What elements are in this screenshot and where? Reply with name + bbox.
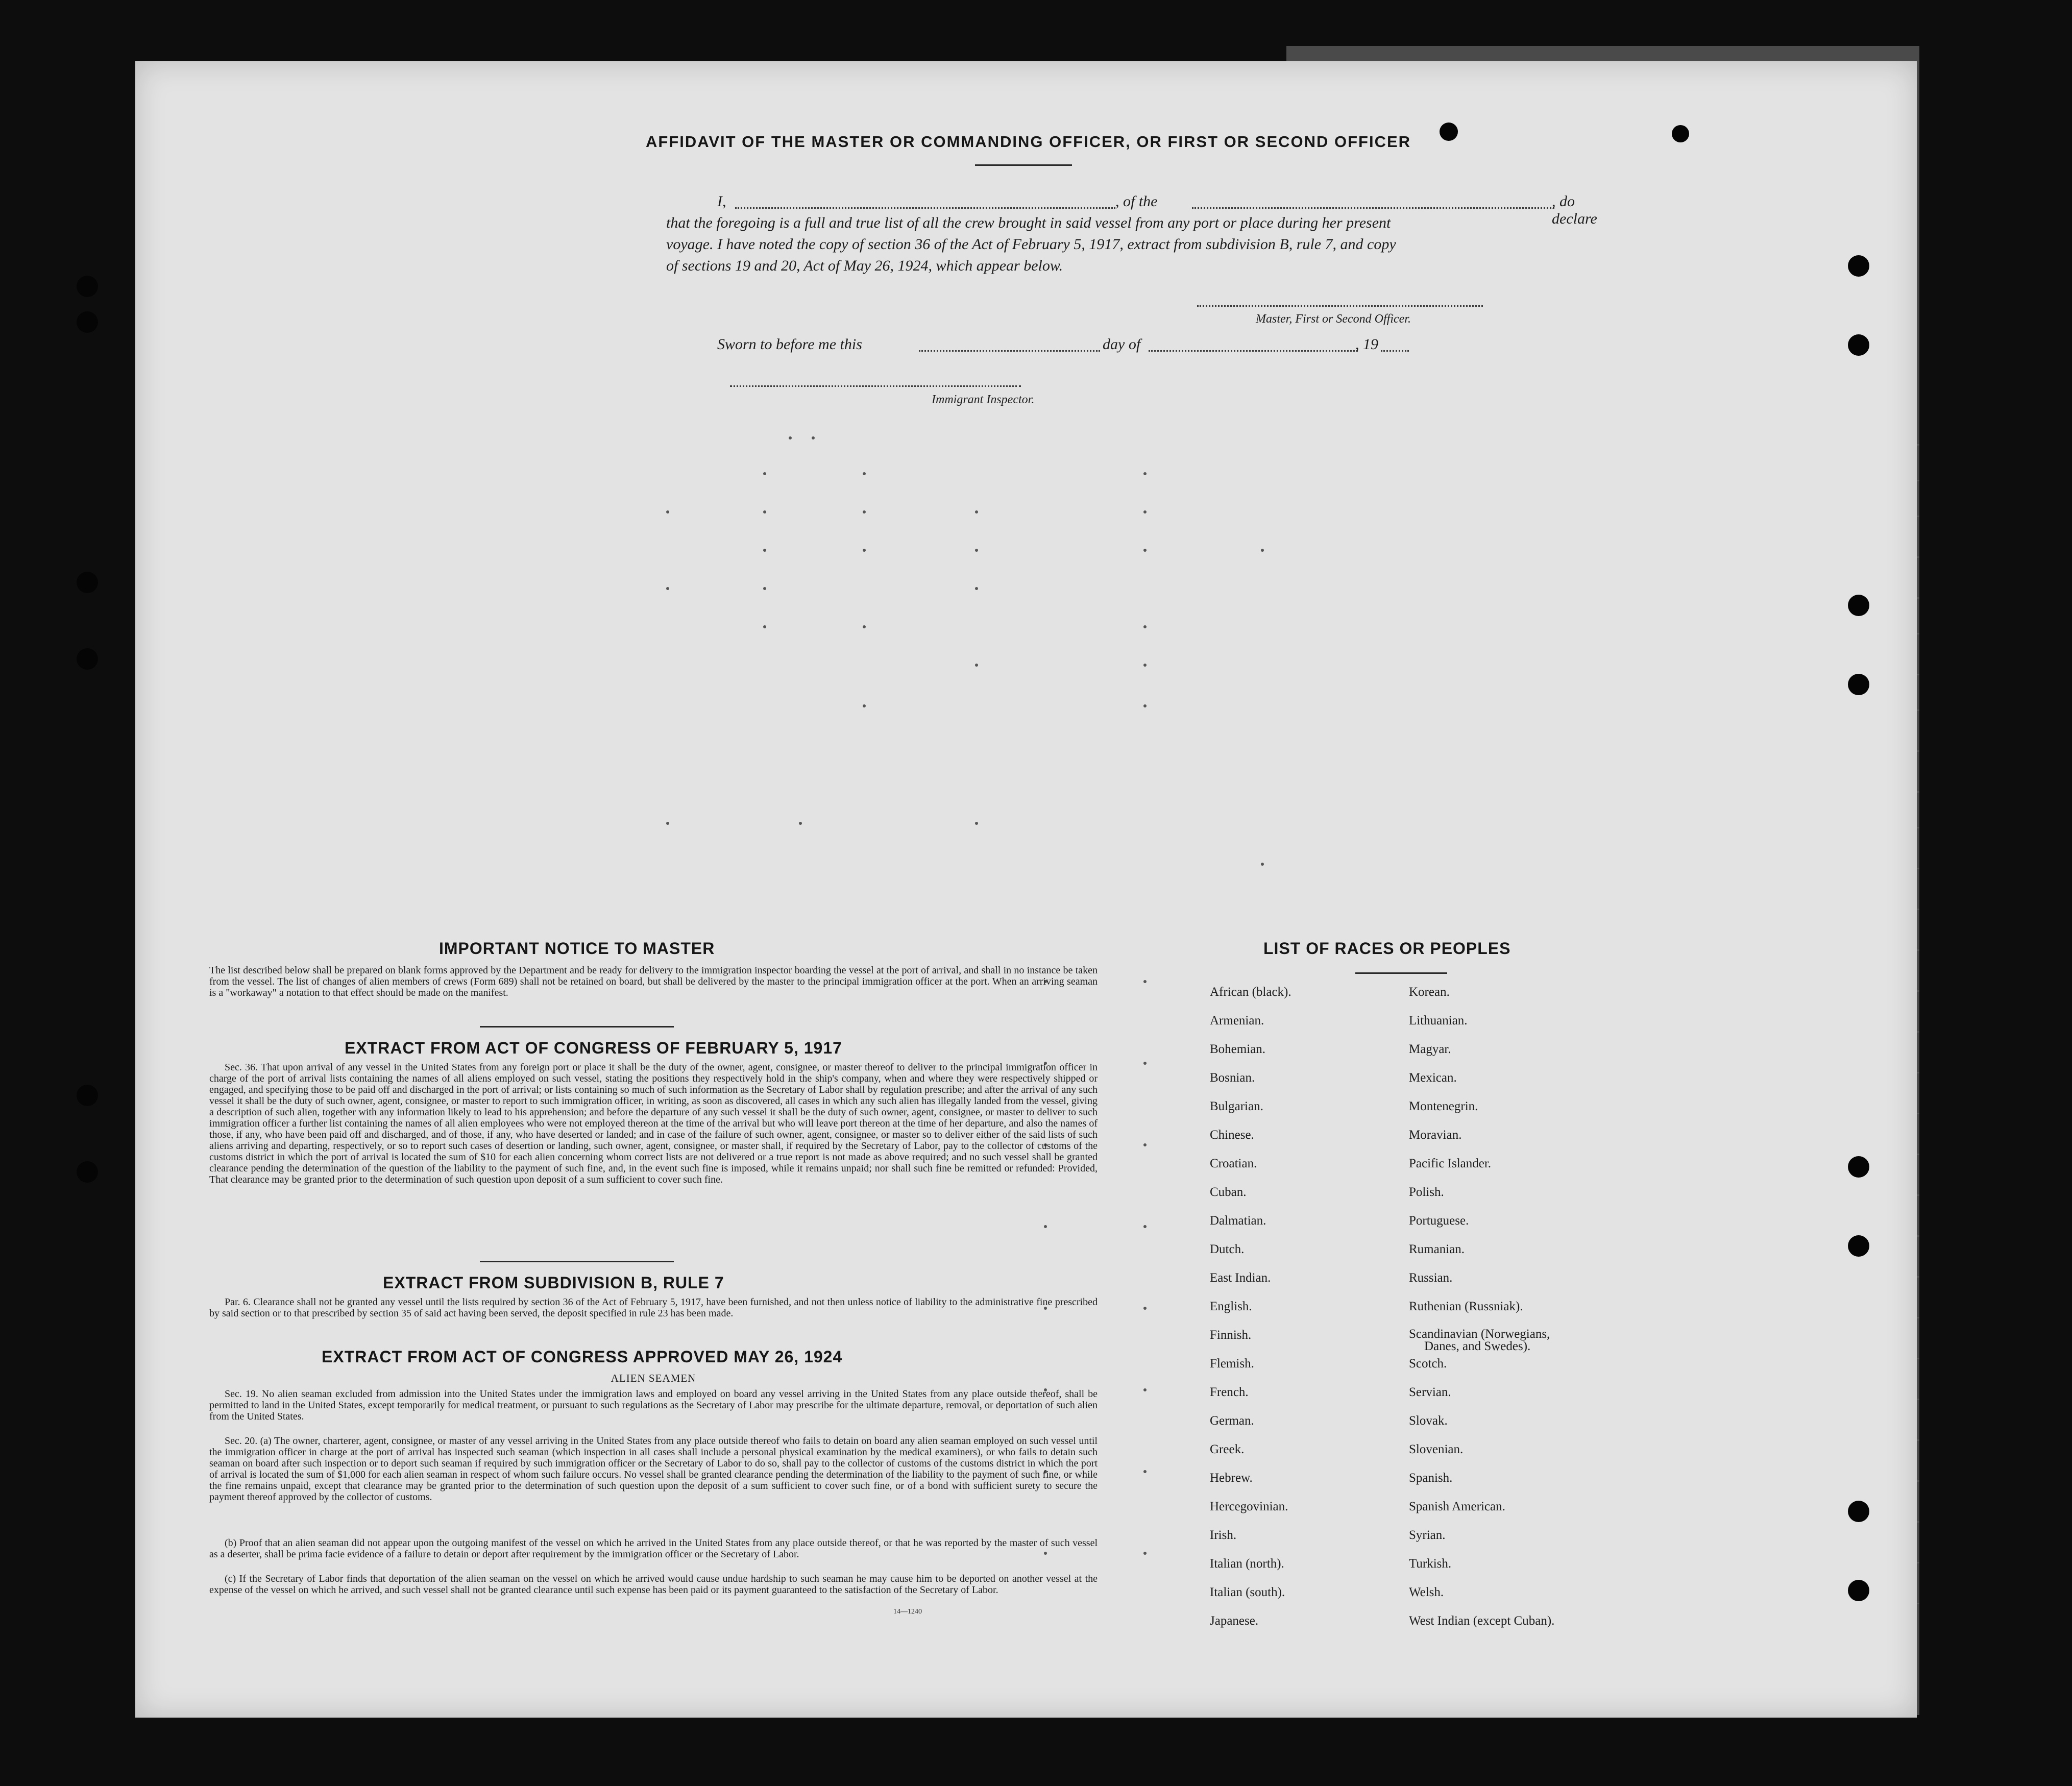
race-item-scandinavian: Scandinavian (Norwegians, [1409, 1327, 1550, 1341]
bleed-dot [863, 625, 866, 628]
race-item: Irish. [1210, 1528, 1237, 1542]
race-item: Moravian. [1409, 1128, 1462, 1142]
race-item: Turkish. [1409, 1557, 1452, 1571]
punch-hole [1848, 595, 1869, 616]
race-item: Rumanian. [1409, 1242, 1465, 1256]
bleed-dot [1143, 1552, 1147, 1555]
race-item: Cuban. [1210, 1185, 1247, 1199]
races-column-1 [1210, 985, 1291, 1643]
race-item: Slovak. [1409, 1414, 1448, 1428]
punch-hole [1848, 674, 1869, 695]
sworn-day-blank[interactable] [919, 350, 1100, 352]
affidavit-line2: that the foregoing is a full and true list of all the crew brought in said vessel from any port or place during her present [666, 214, 1391, 231]
race-item: Russian. [1409, 1271, 1453, 1285]
bleed-dot [1143, 1062, 1147, 1065]
bleed-dot [763, 472, 766, 475]
sec20b-text: (b) Proof that an alien seaman did not appear upon the outgoing manifest of the vessel on which he arrived in the United States from any place outside thereof, or that he was reported by the master of such vessel as a deserter, shall be prima facie evidence of a failure to detain or deport after requirement by the immigration officer or the Secretary of Labor. [209, 1537, 1098, 1560]
bleed-dot [863, 472, 866, 475]
punch-hole [77, 1085, 98, 1106]
race-item-scandinavian-cont: Danes, and Swedes). [1424, 1339, 1531, 1353]
race-item: Chinese. [1210, 1128, 1254, 1142]
bleed-dot [863, 510, 866, 513]
race-item: Finnish. [1210, 1328, 1252, 1342]
bleed-dot [666, 510, 669, 513]
inspector-signature-line[interactable] [730, 385, 1021, 387]
race-item: Polish. [1409, 1185, 1444, 1199]
bleed-dot [1143, 1470, 1147, 1473]
sec19-text: Sec. 19. No alien seaman excluded from admission into the United States under the immigration laws and employed on board any vessel arriving in the United States from any place outside thereof, shall be permitted to land in the United States, except temporarily for medical treatment, or pursuant to such regulations as the Secretary of Labor may prescribe for the ultimate departure, removal, or deportation of such alien from the United States. [209, 1388, 1098, 1422]
race-item: Bulgarian. [1210, 1099, 1263, 1113]
bleed-dot [1143, 980, 1147, 983]
race-item: Flemish. [1210, 1357, 1254, 1371]
bleed-dot [763, 625, 766, 628]
punch-hole [77, 572, 98, 593]
race-item: Hercegovinian. [1210, 1500, 1288, 1513]
document-page [135, 61, 1917, 1718]
sworn-text: Sworn to before me this [717, 336, 862, 353]
title-rule [975, 164, 1072, 166]
section-rule [480, 1026, 674, 1027]
vessel-blank[interactable] [1192, 207, 1554, 209]
affidavit-line4: of sections 19 and 20, Act of May 26, 1924, which appear below. [666, 257, 1063, 274]
bleed-dot [1143, 704, 1147, 707]
bleed-dot [1143, 472, 1147, 475]
bleed-dot [975, 510, 978, 513]
extract-1917-title: EXTRACT FROM ACT OF CONGRESS OF FEBRUARY 5, 1917 [345, 1039, 842, 1057]
name-blank[interactable] [735, 207, 1115, 209]
punch-hole [1848, 1156, 1869, 1178]
races-rule [1355, 972, 1447, 974]
form-number: 14—1240 [893, 1608, 922, 1616]
race-item: Portuguese. [1409, 1214, 1469, 1228]
race-item: French. [1210, 1385, 1249, 1399]
races-title: LIST OF RACES OR PEOPLES [1263, 939, 1511, 958]
notice-text: The list described below shall be prepared on blank forms approved by the Department and be ready for delivery to the immigration inspector boarding the vessel at the port of arrival, and shall in no instance be taken from the vessel. The list of changes of alien members of crews (Form 689) shall not be retained on board, but shall be delivered by the master to the principal immigration officer at the port. When an arriving seaman is a "workaway" a notation to that effect should be made on the manifest. [209, 965, 1098, 998]
race-item: Spanish. [1409, 1471, 1453, 1485]
punch-hole [1848, 334, 1869, 356]
bleed-dot [666, 822, 669, 825]
notice-title: IMPORTANT NOTICE TO MASTER [439, 939, 715, 958]
bleed-dot [1261, 863, 1264, 866]
sworn-month-blank[interactable] [1149, 350, 1358, 352]
bleed-dot [975, 822, 978, 825]
race-item: Bosnian. [1210, 1071, 1255, 1085]
race-item: Slovenian. [1409, 1442, 1464, 1456]
bleed-dot [1143, 510, 1147, 513]
affidavit-of-the: , of the [1115, 193, 1158, 210]
bleed-dot [975, 587, 978, 590]
rule7-text: Par. 6. Clearance shall not be granted any vessel until the lists required by section 36 of the Act of February 5, 1917, have been furnished, and not then unless notice of liability to the administrative fine prescribed by said section or to that prescribed by section 35 of said act having been served, the deposit specified in rule 23 has been made. [209, 1296, 1098, 1319]
affidavit-title: AFFIDAVIT OF THE MASTER OR COMMANDING OFFICER, OR FIRST OR SECOND OFFICER [646, 133, 1411, 151]
race-item: Lithuanian. [1409, 1014, 1468, 1027]
race-item: Hebrew. [1210, 1471, 1253, 1485]
sworn-line [582, 336, 1399, 356]
bleed-dot [1143, 1307, 1147, 1310]
race-item: African (black). [1210, 985, 1291, 999]
bleed-dot [1143, 1388, 1147, 1391]
race-item: West Indian (except Cuban). [1409, 1614, 1555, 1628]
bleed-dot [666, 587, 669, 590]
bleed-dot [863, 549, 866, 552]
punch-hole [77, 311, 98, 333]
rule7-title: EXTRACT FROM SUBDIVISION B, RULE 7 [383, 1274, 724, 1292]
punch-hole [1848, 255, 1869, 277]
bleed-dot [1143, 1143, 1147, 1146]
bleed-dot [863, 704, 866, 707]
sworn-day-of: day of [1103, 336, 1141, 353]
race-item: Magyar. [1409, 1042, 1451, 1056]
bleed-dot [763, 510, 766, 513]
extract-1917-text: Sec. 36. That upon arrival of any vessel in the United States from any foreign port or place it shall be the duty of the owner, agent, consignee, or master thereof to deliver to the principal immigration officer in charge of the port of arrival lists containing the names of all aliens employed on such vessel, stating the positions they respectively hold in the ship's company, when and where they were respectively shipped or engaged, and specifying those to be paid off and discharged in the port of arrival; or lists containing so much of such information as the Secretary of Labor shall by regulation prescribe; and after the arrival of any such vessel it shall be the duty of such owner, agent, consignee, or master to report to such immigration officer, in writing, as soon as discovered, all cases in which any such alien has illegally landed from the vessel, giving a description of such alien, together with any information likely to lead to his apprehension; and before the departure of any such vessel it shall be the duty of such owner, agent, consignee, or master to deliver to such immigration officer a further list containing the names of all alien employees who were not employed thereon at the time of the arrival but who will leave port thereon at the time of her departure, and also the names of those, if any, who have been paid off and discharged, and of those, if any, who have deserted or landed; and in case of the failure of such owner, agent, consignee, or master so to deliver either of the said lists of such aliens arriving and departing, respectively, or so to report such cases of desertion or landing, such owner, agent, consignee, or master shall, if required by the Secretary of Labor, pay to the collector of customs of the customs district in which the port of arrival is located the sum of $10 for each alien concerning whom correct lists are not delivered or a true report is not made as above required; and no such vessel shall be granted clearance pending the determination of the question of the liability to the payment of such fine, and, in the event such fine is imposed, while it remains unpaid; nor shall such fine be remitted or refunded: Provided, That clearance may be granted prior to the determination of such question upon deposit of a sum sufficient to cover such fine. [209, 1062, 1098, 1185]
race-item: Ruthenian (Russniak). [1409, 1300, 1523, 1313]
bleed-dot [1143, 1225, 1147, 1228]
race-item: Spanish American. [1409, 1500, 1505, 1513]
race-item: Welsh. [1409, 1585, 1444, 1599]
punch-hole [77, 1161, 98, 1183]
race-item: Italian (south). [1210, 1585, 1285, 1599]
extract-1924-title: EXTRACT FROM ACT OF CONGRESS APPROVED MAY 26, 1924 [322, 1348, 843, 1366]
bleed-dot [812, 436, 815, 439]
master-signature-caption: Master, First or Second Officer. [1256, 312, 1411, 326]
race-item: Korean. [1409, 985, 1450, 999]
affidavit-i: I, [717, 193, 726, 210]
race-item: Armenian. [1210, 1014, 1264, 1027]
sworn-year: , 19 [1355, 336, 1378, 353]
race-item: English. [1210, 1300, 1252, 1313]
sec20c-text: (c) If the Secretary of Labor finds that deportation of the alien seaman on the vessel on which he arrived would cause undue hardship to such seaman he may cause him to be deported on another vessel at the expense of the vessel on which he arrived, and such vessel shall not be granted clearance until such expense has been paid or its payment guaranteed to the satisfaction of the Secretary of Labor. [209, 1573, 1098, 1596]
bleed-dot [763, 549, 766, 552]
race-item: Italian (north). [1210, 1557, 1284, 1571]
bleed-dot [799, 822, 802, 825]
bleed-dot [763, 587, 766, 590]
punch-hole [1848, 1580, 1869, 1601]
race-item: Dalmatian. [1210, 1214, 1266, 1228]
bleed-dot [789, 436, 792, 439]
punch-hole [1848, 1235, 1869, 1257]
race-item: Syrian. [1409, 1528, 1446, 1542]
bleed-dot [1044, 1225, 1047, 1228]
race-item: German. [1210, 1414, 1254, 1428]
races-column-2 [1409, 985, 1554, 1643]
ink-blot [1672, 125, 1689, 142]
punch-hole [1848, 1501, 1869, 1522]
bleed-dot [1143, 625, 1147, 628]
race-item: Scotch. [1409, 1357, 1447, 1371]
sworn-year-blank[interactable] [1381, 350, 1409, 352]
race-item: Servian. [1409, 1385, 1451, 1399]
affidavit-line3: voyage. I have noted the copy of section 36 of the Act of February 5, 1917, extract from subdivision B, rule 7, and copy [666, 236, 1396, 253]
extract-1924-subtitle: ALIEN SEAMEN [611, 1372, 696, 1384]
race-item: Greek. [1210, 1442, 1245, 1456]
bleed-dot [1143, 549, 1147, 552]
punch-hole [77, 648, 98, 670]
bleed-dot [975, 664, 978, 667]
master-signature-line[interactable] [1197, 305, 1483, 307]
race-item: East Indian. [1210, 1271, 1271, 1285]
bleed-dot [975, 549, 978, 552]
race-item: Montenegrin. [1409, 1099, 1478, 1113]
bleed-dot [1261, 549, 1264, 552]
punch-hole [77, 276, 98, 297]
sec20a-text: Sec. 20. (a) The owner, charterer, agent, consignee, or master of any vessel arriving in the United States from any place outside thereof who fails to detain on board any alien seaman employed on such vessel until the immigration officer in charge at the port of arrival has inspected such seaman (which inspection in all cases shall include a personal physical examination by the medical examiners), or who fails to detain such seaman on board after such inspection or to deport such seaman if required by such immigration officer or the Secretary of Labor to do so, shall pay to the collector of customs of the customs district in which the port of arrival is located the sum of $1,000 for each alien seaman in respect of whom such failure occurs. No vessel shall be granted clearance pending the determination of the liability to the payment of such fine, or while the fine remains unpaid, except that clearance may be granted prior to the determination of such question upon the deposit of a sum sufficient to cover such fine, or of a bond with sufficient surety to secure the payment thereof approved by the collector of customs. [209, 1435, 1098, 1503]
race-item: Pacific Islander. [1409, 1157, 1492, 1170]
race-item: Dutch. [1210, 1242, 1245, 1256]
ink-blot [1440, 123, 1458, 141]
section-rule [480, 1261, 674, 1262]
bleed-dot [1143, 664, 1147, 667]
race-item: Bohemian. [1210, 1042, 1266, 1056]
affidavit-declare: , do declare [1552, 193, 1597, 227]
race-item [1409, 1328, 1554, 1357]
inspector-caption: Immigrant Inspector. [932, 393, 1035, 406]
race-item: Japanese. [1210, 1614, 1259, 1628]
race-item: Mexican. [1409, 1071, 1457, 1085]
race-item: Croatian. [1210, 1157, 1257, 1170]
